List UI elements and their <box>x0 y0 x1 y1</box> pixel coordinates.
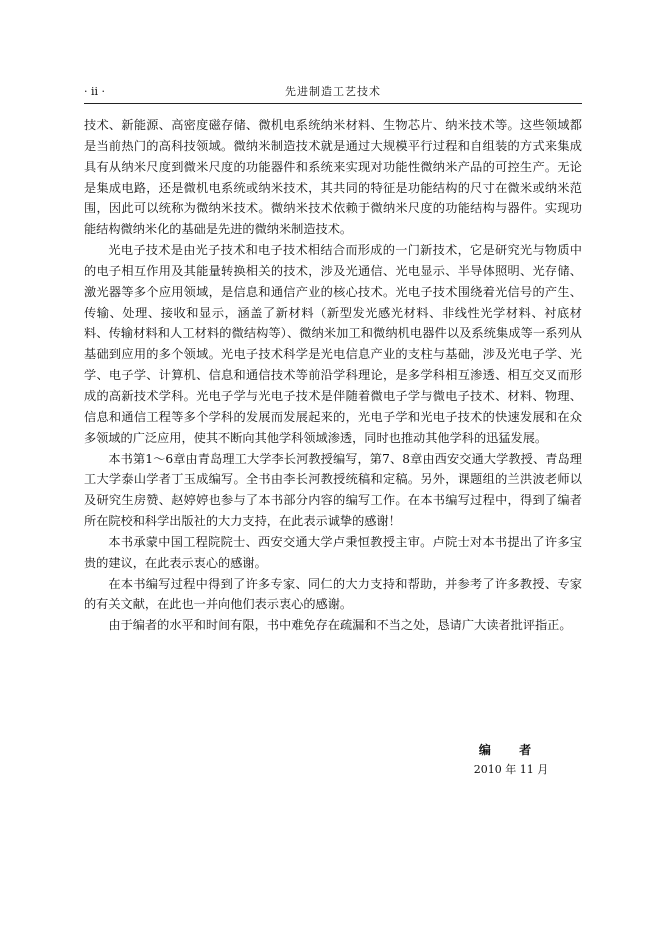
paragraph-acknowledgement: 在本书编写过程中得到了许多专家、同仁的大力支持和帮助，并参考了许多教授、专家的有关文献，在此也一并向他们表示衷心的感谢。 <box>84 576 582 612</box>
paragraph-reviewer: 本书承蒙中国工程院院士、西安交通大学卢秉恒教授主审。卢院士对本书提出了许多宝贵的建议，在此表示衷心的感谢。 <box>84 534 582 570</box>
book-title: 先进制造工艺技术 <box>285 85 381 98</box>
signature-author: 编 者 <box>478 743 544 757</box>
page-number: · ii · <box>84 85 106 98</box>
preface-body <box>84 115 582 636</box>
signature-date: 2010 年 11 月 <box>473 763 549 776</box>
signature-block <box>440 740 582 780</box>
paragraph-closing: 由于编者的水平和时间有限，书中难免存在疏漏和不当之处，恳请广大读者批评指正。 <box>108 618 572 633</box>
paragraph-optoelectronics: 光电子技术是由光子技术和电子技术相结合而形成的一门新技术，它是研究光与物质中的电子相互作用及其能量转换相关的技术，涉及光通信、光电显示、半导体照明、光存储、激光器等多个应用领域，是信息和通信产业的核心技术。光电子技术围绕着光信号的产生、传输、处理、接收和显示，涵盖了新材料（新型发光感光材料、非线性光学材料、衬底材料、传输材料和人工材料的微结构等）、微纳米加工和微纳机电器件以及系统集成等一系列从基础到应用的多个领域。光电子技术科学是光电信息产业的支柱与基础，涉及光电子学、光学、电子学、计算机、信息和通信技术等前沿学科理论，是多学科相互渗透、相互交叉而形成的高新技术学科。光电子学与光电子技术是伴随着微电子学与微电子技术、材料、物理、信息和通信工程等多个学科的发展而发展起来的，光电子学和光电子技术的快速发展和在众多领域的广泛应用，使其不断向其他学科领域渗透，同时也推动其他学科的迅猛发展。 <box>84 243 582 445</box>
paragraph-continuation: 技术、新能源、高密度磁存储、微机电系统纳米材料、生物芯片、纳米技术等。这些领域都是当前热门的高科技领域。微纳米制造技术就是通过大规模平行过程和自组装的方式来集成具有从纳米尺度到微米尺度的功能器件和系统来实现对功能性微纳米产品的可控生产。无论是集成电路，还是微机电系统或纳米技术，其共同的特征是功能结构的尺寸在微米或纳米范围，因此可以统称为微纳米技术。微纳米技术依赖于微纳米尺度的功能结构与器件。实现功能结构微纳米化的基础是先进的微纳米制造技术。 <box>84 118 582 237</box>
paragraph-authorship: 本书第1～6章由青岛理工大学李长河教授编写，第7、8章由西安交通大学教授、青岛理工大学泰山学者丁玉成编写。全书由李长河教授统稿和定稿。另外，课题组的兰洪波老师以及研究生房赞、赵婷婷也参与了本书部分内容的编写工作。在本书编写过程中，得到了编者所在院校和科学出版社的大力支持，在此表示诚挚的感谢！ <box>84 451 582 529</box>
header-rule <box>84 103 582 104</box>
running-header <box>84 84 582 100</box>
